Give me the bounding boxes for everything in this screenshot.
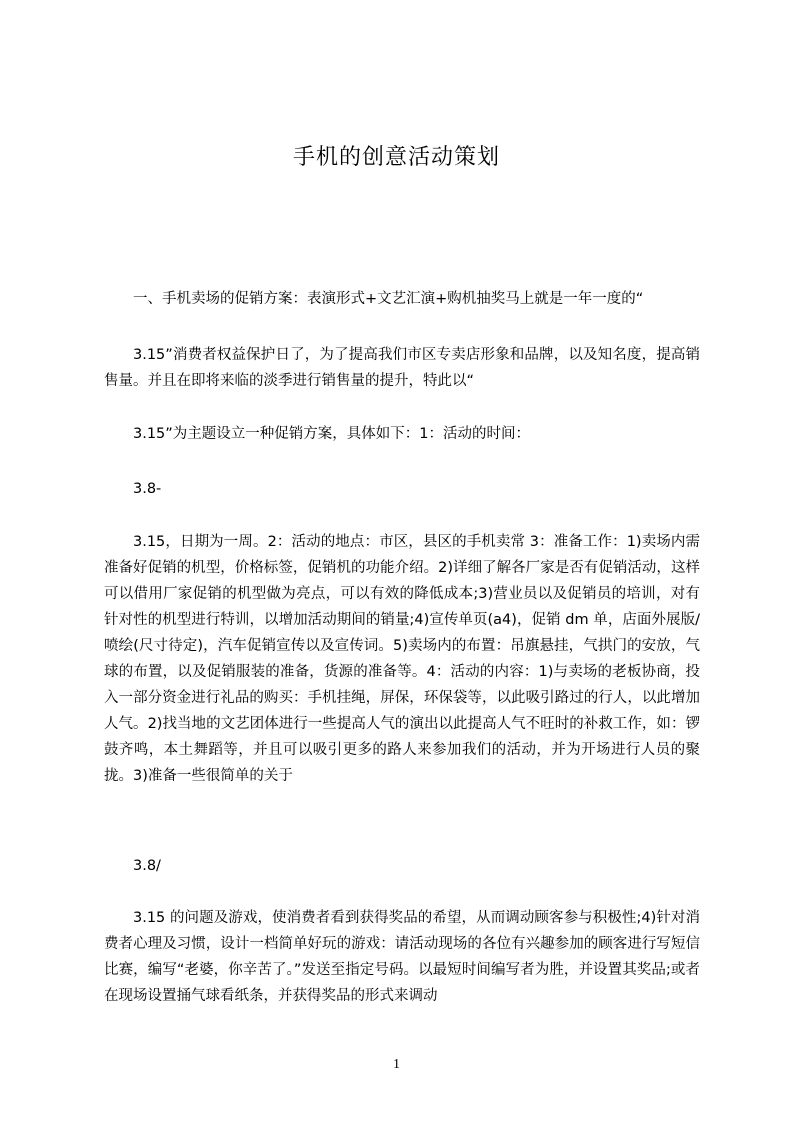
- paragraph-3: 3.15”为主题设立一种促销方案，具体如下：1：活动的时间：: [133, 426, 531, 442]
- paragraph-7: 3.15 的问题及游戏，使消费者看到获得奖品的希望，从而调动顾客参与积极性;4)针对消费者心理及习惯，设计一档简单好玩的游戏：请活动现场的各位有兴趣参加的顾客进行写短信比赛，编写“老婆，你辛苦了。”发送至指定号码。以最短时间编写者为胜，并设置其奖品;或者在现场设置捅气球看纸条，并获得奖品的形式来调动: [104, 910, 700, 1004]
- paragraph-6: 3.8/: [133, 858, 161, 874]
- page-title: 手机的创意活动策划: [292, 145, 500, 170]
- paragraph-4: 3.8-: [133, 481, 162, 497]
- paragraph-2: 3.15”消费者权益保护日了，为了提高我们市区专卖店形象和品牌，以及知名度，提高销售量。并且在即将来临的淡季进行销售量的提升，特此以“: [104, 347, 700, 389]
- page-number: 1: [393, 1057, 400, 1072]
- paragraph-1: 一、手机卖场的促销方案：表演形式+文艺汇演+购机抽奖马上就是一年一度的“: [133, 291, 644, 307]
- paragraph-5: 3.15，日期为一周。2：活动的地点：市区，县区的手机卖常 3：准备工作：1)卖场内需准备好促销的机型，价格标签，促销机的功能介绍。2)详细了解各厂家是否有促销活动，这样可以借用厂家促销的机型做为亮点，可以有效的降低成本;3)营业员以及促销员的培训，对有针对性的机型进行特训，以增加活动期间的销量;4)宣传单页(a4)，促销 dm 单，店面外展版/喷绘(尺寸待定)，汽车促销宣传以及宣传词。5)卖场内的布置：吊旗悬挂，气拱门的安放，气球的布置，以及促销服装的准备，货源的准备等。4：活动的内容：1)与卖场的老板协商，投入一部分资金进行礼品的购买：手机挂绳，屏保，环保袋等，以此吸引路过的行人，以此增加人气。2)找当地的文艺团体进行一些提高人气的演出以此提高人气不旺时的补救工作，如：锣鼓齐鸣，本土舞蹈等，并且可以吸引更多的路人来参加我们的活动，并为开场进行人员的聚拢。3)准备一些很简单的关于: [104, 534, 700, 784]
